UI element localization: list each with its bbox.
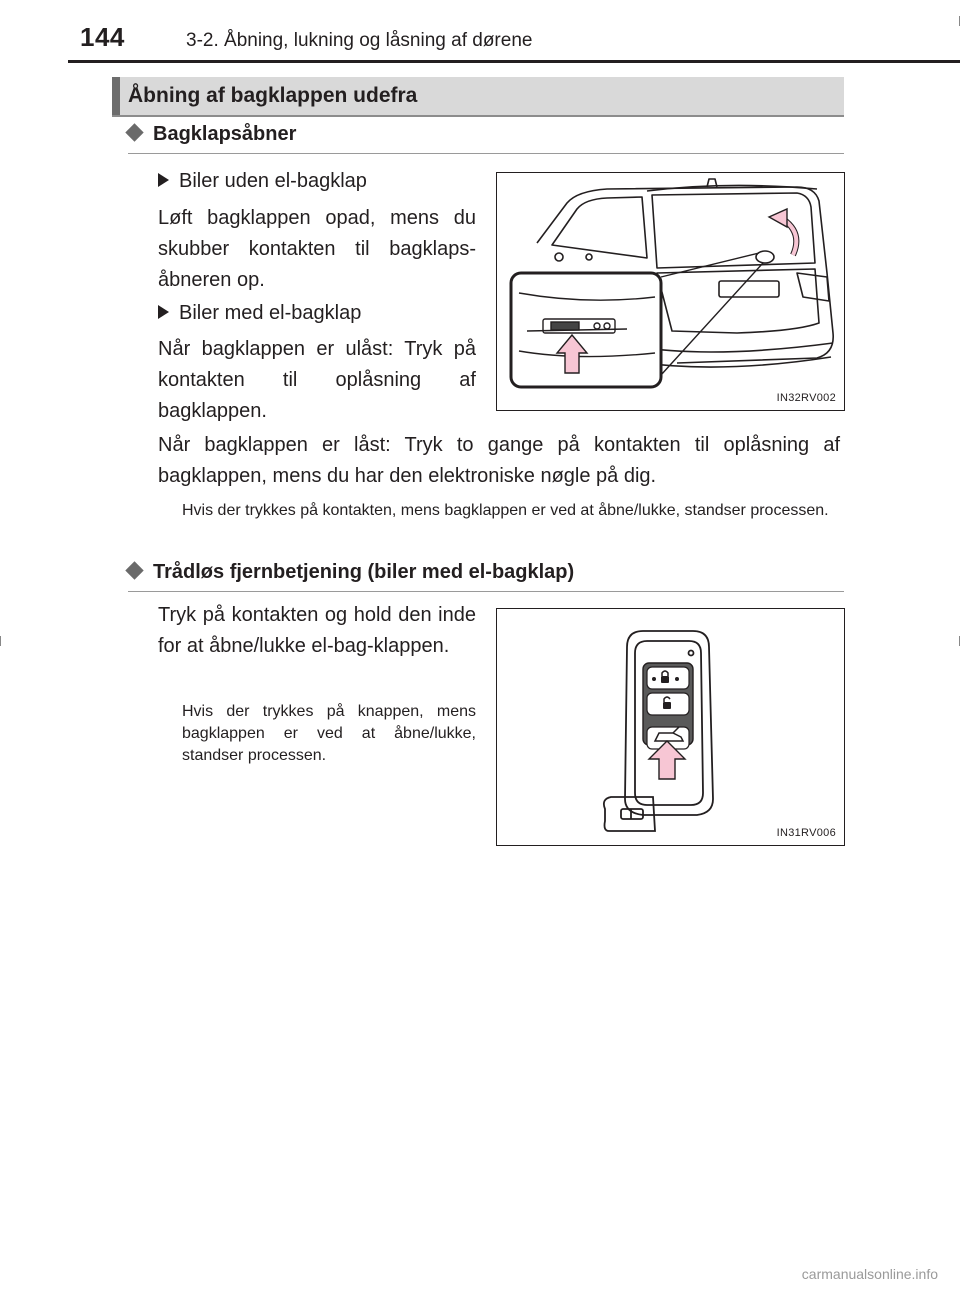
note-stop-process: Hvis der trykkes på kontakten, mens bagklappen er ved at åbne/lukke, standser processen. <box>182 502 829 519</box>
paragraph-press-hold: Tryk på kontakten og hold den inde for at åbne/lukke el-bag-klappen. <box>158 604 476 657</box>
bullet-text: Biler uden el-bagklap <box>179 170 367 192</box>
section-title-bar <box>112 77 120 115</box>
figure-code: IN31RV006 <box>776 827 836 839</box>
note-stop-process-remote: Hvis der trykkes på knappen, mens bagklappen er ved at åbne/lukke, standser processen. <box>182 703 476 764</box>
subsection-title-text: Trådløs fjernbetjening (biler med el-bagklap) <box>153 561 575 583</box>
subsection-title-bagklapsaabner <box>128 123 296 146</box>
paragraph-lift-tailgate: Løft bagklappen opad, mens du skubber kontakten til bagklaps-åbneren op. <box>158 207 476 291</box>
subsection-rule <box>128 591 844 592</box>
figure-code: IN32RV002 <box>776 392 836 404</box>
car-rear-illustration <box>497 173 844 410</box>
paragraph-locked: Når bagklappen er låst: Tryk to gange på kontakten til oplåsning af bagklappen, mens du har den elektroniske nøgle på dig. <box>158 434 840 487</box>
figure-tailgate-opener <box>496 172 845 411</box>
bullet-with-power-tailgate <box>158 302 361 325</box>
subsection-rule <box>128 153 844 154</box>
electronic-key-illustration <box>497 609 844 845</box>
bullet-text: Biler med el-bagklap <box>179 302 362 324</box>
page-number: 144 <box>80 22 125 52</box>
triangle-bullet-icon <box>158 305 169 319</box>
section-title: Åbning af bagklappen udefra <box>128 84 418 107</box>
bullet-without-power-tailgate <box>158 170 367 193</box>
triangle-bullet-icon <box>158 173 169 187</box>
subsection-title-remote <box>128 561 574 584</box>
diamond-icon <box>125 561 143 579</box>
diamond-icon <box>125 123 143 141</box>
section-title-box <box>112 77 844 117</box>
figure-electronic-key <box>496 608 845 846</box>
watermark: carmanualsonline.info <box>801 1266 938 1282</box>
paragraph-unlocked: Når bagklappen er ulåst: Tryk på kontakten til oplåsning af bagklappen. <box>158 338 476 422</box>
crop-mark <box>0 636 1 646</box>
running-title: 3-2. Åbning, lukning og låsning af dørene <box>186 30 533 51</box>
header-rule <box>68 60 960 63</box>
subsection-title-text: Bagklapsåbner <box>153 123 297 145</box>
